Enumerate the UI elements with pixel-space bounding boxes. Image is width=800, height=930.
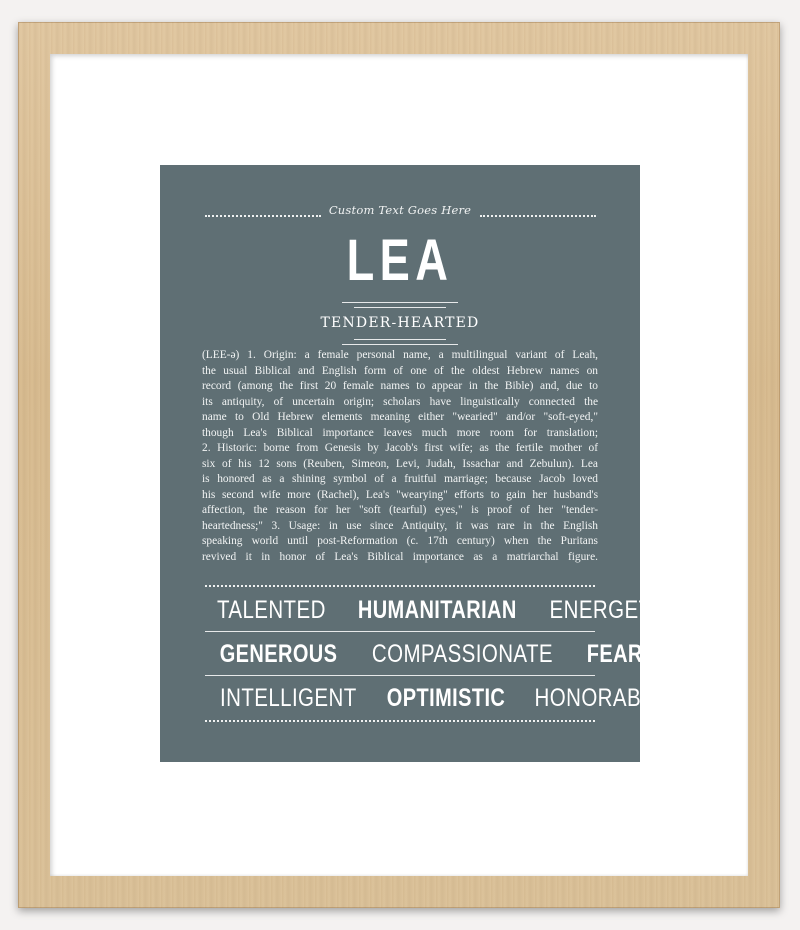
name-definition bbox=[202, 348, 598, 565]
dotted-divider-traits-top bbox=[205, 585, 595, 587]
custom-text: Custom Text Goes Here bbox=[328, 203, 472, 217]
name-meaning: TENDER-HEARTED bbox=[320, 315, 480, 331]
trait-word: OPTIMISTIC bbox=[386, 683, 505, 712]
definition-line: (LEE-ə) 1. Origin: a female personal name, a multilingual variant of Leah, bbox=[202, 349, 598, 361]
definition-line: its antiquity, of uncertain origin; scholars have linguistically connected the bbox=[202, 395, 598, 408]
trait-word: TALENTED bbox=[216, 595, 326, 624]
name-underline-top bbox=[342, 302, 458, 303]
dotted-divider-traits-bottom bbox=[205, 720, 595, 722]
trait-word: FEARLESS bbox=[586, 639, 697, 668]
name-print bbox=[160, 165, 697, 762]
trait-word: ENERGETIC bbox=[549, 595, 674, 624]
trait-row-2 bbox=[205, 637, 697, 671]
trait-word: INTELLIGENT bbox=[219, 683, 357, 712]
definition-line: though Lea's Biblical importance leaves much more room for translation; bbox=[202, 426, 598, 439]
name-underline-bottom bbox=[354, 307, 446, 308]
definition-line: name to Old Hebrew elements meaning either "wearied" and/or "soft-eyed," bbox=[202, 411, 598, 423]
trait-row-divider bbox=[205, 631, 595, 632]
mat-board bbox=[50, 54, 748, 876]
definition-line: the usual Biblical and English form of one of the oldest Hebrew names on bbox=[202, 364, 598, 377]
trait-row-divider bbox=[205, 675, 595, 676]
trait-row-1 bbox=[205, 593, 674, 627]
trait-row-3 bbox=[205, 681, 667, 715]
meaning-underline-bottom bbox=[342, 344, 458, 345]
meaning-underline-top bbox=[354, 339, 446, 340]
definition-line: heartedness;" 3. Usage: in use since Antiquity, it was rare in the English bbox=[202, 519, 598, 532]
definition-line: speaking world until post-Reformation (c. 17th century) when the Puritans bbox=[202, 535, 598, 547]
definition-line: 2. Historic: borne from Genesis by Jacob's first wife; as the fertile mother of bbox=[202, 442, 598, 454]
definition-line: affection, the reason for her "soft (tearful) eyes," is proof of her "tender- bbox=[202, 504, 598, 516]
definition-line: is honored as a shining symbol of a fruitful marriage; because Jacob loved bbox=[202, 473, 598, 485]
picture-frame bbox=[18, 22, 780, 908]
trait-word: HUMANITARIAN bbox=[357, 595, 517, 624]
definition-line: six of his 12 sons (Reuben, Simeon, Levi, Judah, Issachar and Zebulun). Lea bbox=[202, 457, 598, 470]
trait-word: GENEROUS bbox=[219, 639, 338, 668]
definition-line: his second wife more (Rachel), Lea's "wearying" efforts to gain her husband's bbox=[202, 488, 598, 501]
name-title: LEA bbox=[346, 228, 454, 293]
definition-line: revived it in honor of Lea's Biblical importance as a matriarchal figure. bbox=[202, 550, 598, 563]
definition-line: record (among the first 20 female names to appear in the Bible) and, due to bbox=[202, 380, 598, 392]
trait-word: HONORABLE bbox=[534, 683, 667, 712]
trait-word: COMPASSIONATE bbox=[371, 639, 554, 668]
